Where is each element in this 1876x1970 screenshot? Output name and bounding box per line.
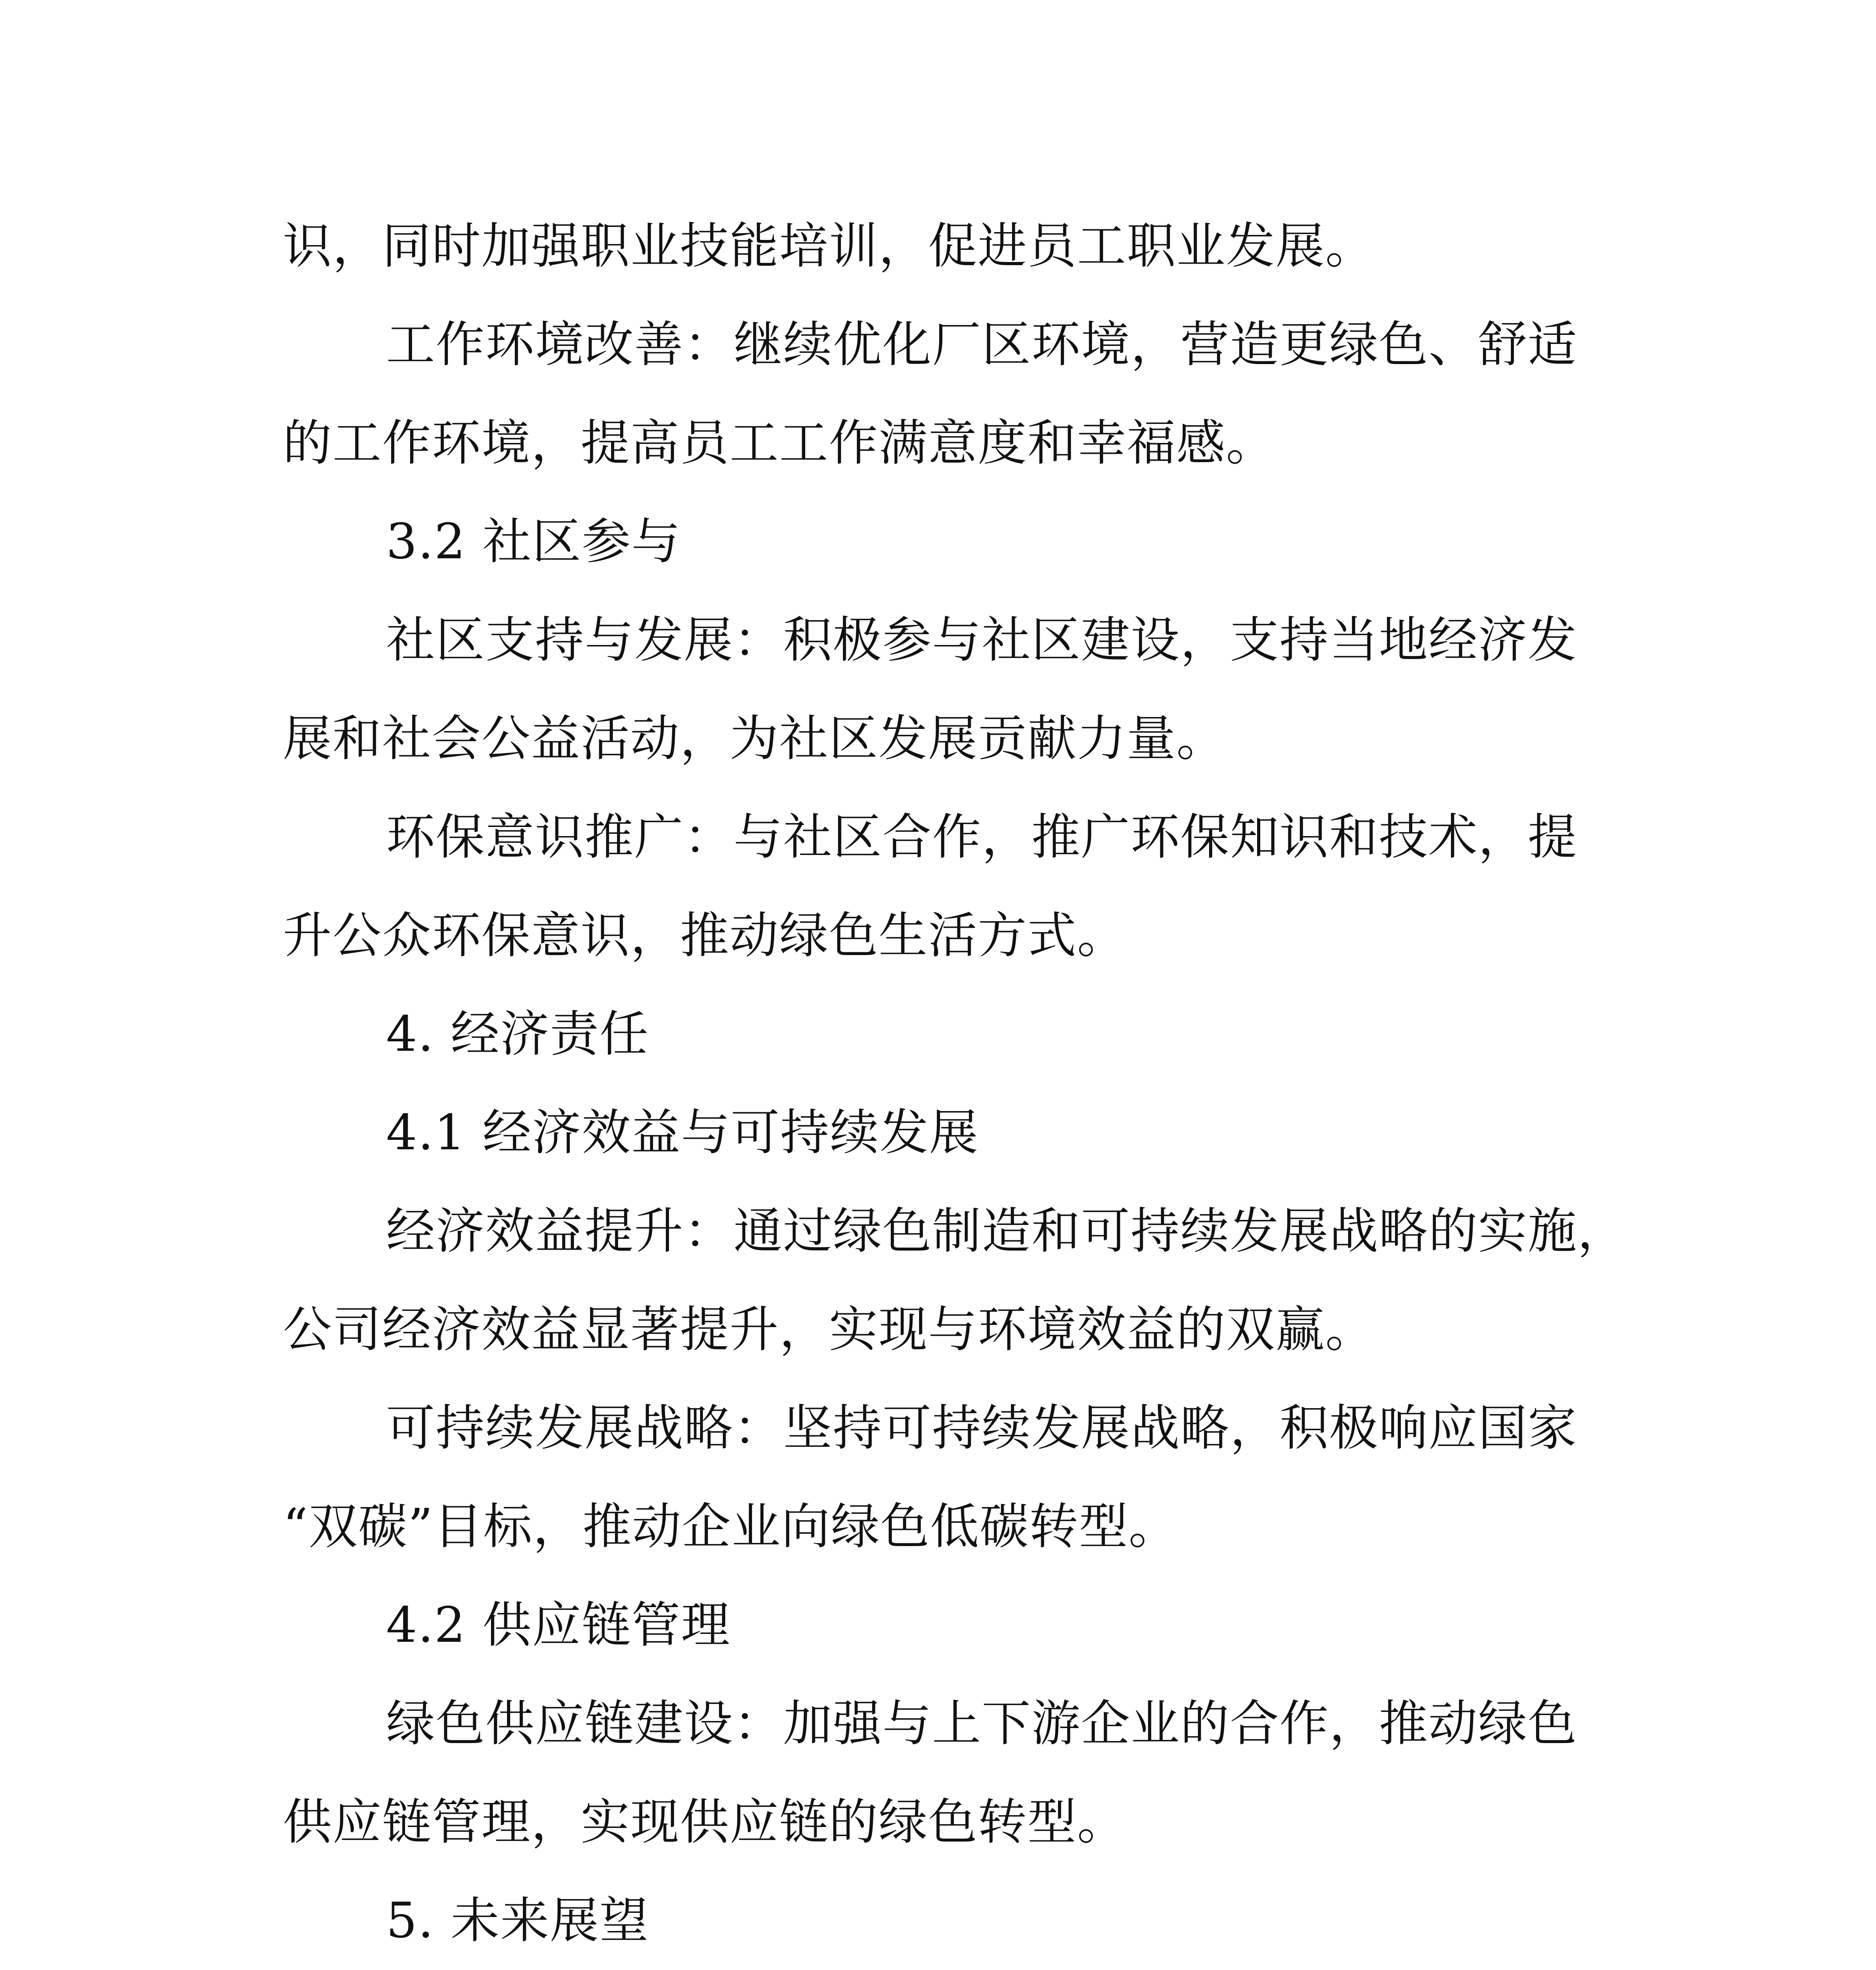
paragraph-line: “双碳”目标，推动企业向绿色低碳转型。	[283, 1498, 1178, 1555]
paragraph-line: 社区支持与发展：积极参与社区建设，支持当地经济发	[386, 612, 1578, 669]
paragraph-line: 环保意识推广：与社区合作，推广环保知识和技术，提	[386, 809, 1578, 866]
paragraph-line: 经济效益提升：通过绿色制造和可持续发展战略的实施，	[386, 1203, 1627, 1260]
paragraph-line: 的工作环境，提高员工工作满意度和幸福感。	[283, 415, 1276, 472]
paragraph-line: 工作环境改善：继续优化厂区环境，营造更绿色、舒适	[386, 316, 1578, 373]
paragraph-line: 可持续发展战略：坚持可持续发展战略，积极响应国家	[386, 1400, 1578, 1457]
document-body	[283, 197, 1627, 1970]
section-heading: 5. 未来展望	[386, 1892, 649, 1949]
paragraph-line: 识，同时加强职业技能培训，促进员工职业发展。	[283, 218, 1375, 275]
paragraph-line: 展和社会公益活动，为社区发展贡献力量。	[283, 710, 1226, 767]
section-heading: 3.2 社区参与	[386, 513, 681, 570]
section-heading: 4.2 供应链管理	[386, 1597, 731, 1654]
paragraph-line: 供应链管理，实现供应链的绿色转型。	[283, 1794, 1127, 1851]
paragraph-line: 绿色供应链建设：加强与上下游企业的合作，推动绿色	[386, 1695, 1578, 1752]
section-heading: 4.1 经济效益与可持续发展	[386, 1104, 979, 1161]
paragraph-line: 升公众环保意识，推动绿色生活方式。	[283, 907, 1127, 964]
section-heading: 4. 经济责任	[386, 1006, 649, 1063]
paragraph-line: 公司经济效益显著提升，实现与环境效益的双赢。	[283, 1301, 1375, 1358]
